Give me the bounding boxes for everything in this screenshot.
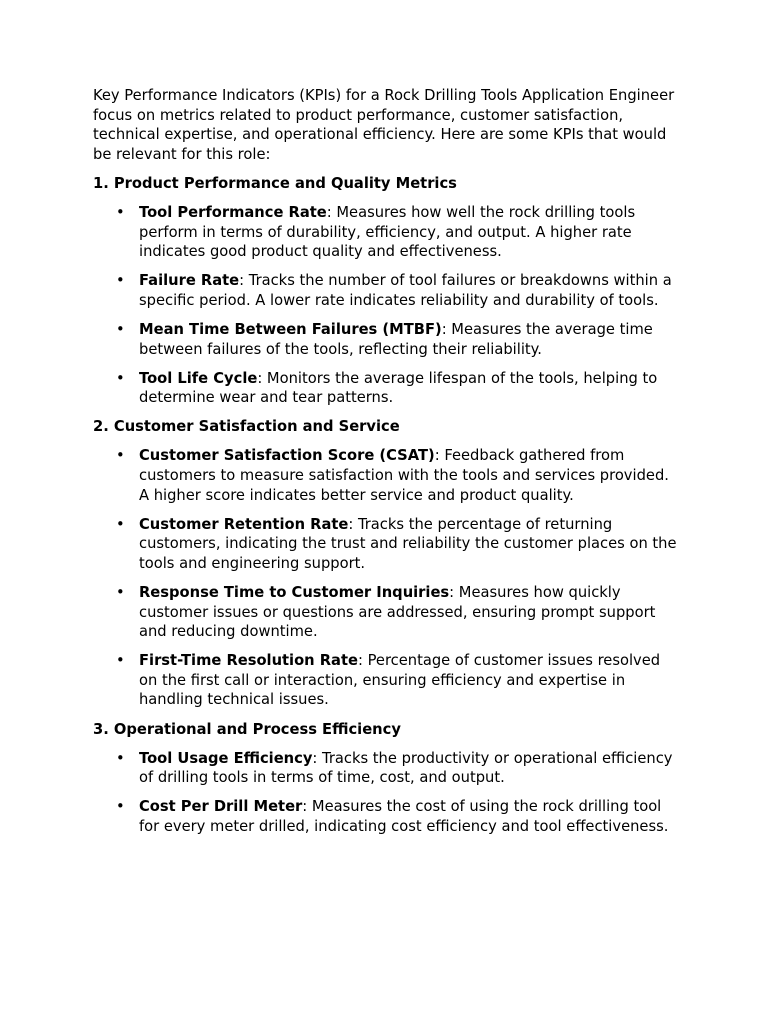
- kpi-name: Failure Rate: [139, 272, 240, 290]
- list-item: [93, 515, 683, 574]
- kpi-list: [93, 749, 683, 837]
- list-item: [93, 797, 683, 836]
- bullet-icon: •: [116, 203, 125, 221]
- kpi-name: First-Time Resolution Rate: [139, 652, 358, 670]
- bullet-icon: •: [116, 272, 125, 290]
- section-heading: 3. Operational and Process Efficiency: [93, 720, 401, 738]
- kpi-name: Cost Per Drill Meter: [139, 798, 303, 816]
- kpi-description: : Tracks the percentage of returning customers, indicating the trust and reliability the customer places on the tools and engineering support.: [139, 515, 677, 572]
- bullet-icon: •: [116, 583, 125, 601]
- section-operational-efficiency: [93, 720, 683, 837]
- kpi-name: Tool Performance Rate: [139, 203, 327, 221]
- kpi-description: : Tracks the number of tool failures or breakdowns within a specific period. A lower rate indicates reliability and durability of tools.: [139, 272, 672, 309]
- bullet-icon: •: [116, 515, 125, 533]
- bullet-icon: •: [116, 320, 125, 338]
- section-product-performance: [93, 174, 683, 408]
- bullet-icon: •: [116, 798, 125, 816]
- list-item: [93, 369, 683, 408]
- list-item: [93, 271, 683, 310]
- kpi-name: Mean Time Between Failures (MTBF): [139, 320, 442, 338]
- kpi-name: Tool Usage Efficiency: [139, 749, 313, 767]
- kpi-name: Customer Satisfaction Score (CSAT): [139, 447, 435, 465]
- kpi-list: [93, 446, 683, 710]
- kpi-name: Customer Retention Rate: [139, 515, 349, 533]
- bullet-icon: •: [116, 369, 125, 387]
- kpi-description: : Measures how well the rock drilling tools perform in terms of durability, efficiency, and output. A higher rate indicates good product quality and effectiveness.: [139, 203, 636, 261]
- kpi-name: Response Time to Customer Inquiries: [139, 583, 450, 601]
- bullet-icon: •: [116, 447, 125, 465]
- kpi-description: : Measures how quickly customer issues or questions are addressed, ensuring prompt support and reducing downtime.: [139, 583, 656, 641]
- kpi-description: : Monitors the average lifespan of the tools, helping to determine wear and tear patterns.: [139, 369, 658, 407]
- list-item: [93, 583, 683, 642]
- kpi-description: : Measures the cost of using the rock drilling tool for every meter drilled, indicating cost efficiency and tool effectiveness.: [139, 798, 669, 835]
- kpi-description: : Percentage of customer issues resolved on the first call or interaction, ensuring efficiency and expertise in handling technical issues.: [139, 652, 661, 709]
- bullet-icon: •: [116, 652, 125, 670]
- document-page: [93, 86, 683, 846]
- section-heading: 2. Customer Satisfaction and Service: [93, 418, 400, 436]
- list-item: [93, 320, 683, 359]
- list-item: [93, 203, 683, 262]
- intro-paragraph: Key Performance Indicators (KPIs) for a Rock Drilling Tools Application Engineer focus on metrics related to product performance, customer satisfaction, technical expertise, and operational efficiency. Here are some KPIs that would be relevant for this role:: [93, 87, 675, 163]
- list-item: [93, 446, 683, 505]
- kpi-description: : Measures the average time between failures of the tools, reflecting their reliability.: [139, 320, 653, 358]
- kpi-name: Tool Life Cycle: [139, 369, 258, 387]
- list-item: [93, 749, 683, 788]
- list-item: [93, 651, 683, 710]
- section-heading: 1. Product Performance and Quality Metrics: [93, 174, 457, 192]
- kpi-list: [93, 203, 683, 408]
- bullet-icon: •: [116, 749, 125, 767]
- kpi-description: : Feedback gathered from customers to measure satisfaction with the tools and services provided. A higher score indicates better service and product quality.: [139, 447, 669, 504]
- kpi-description: : Tracks the productivity or operational efficiency of drilling tools in terms of time, cost, and output.: [139, 749, 673, 787]
- section-customer-satisfaction: [93, 417, 683, 710]
